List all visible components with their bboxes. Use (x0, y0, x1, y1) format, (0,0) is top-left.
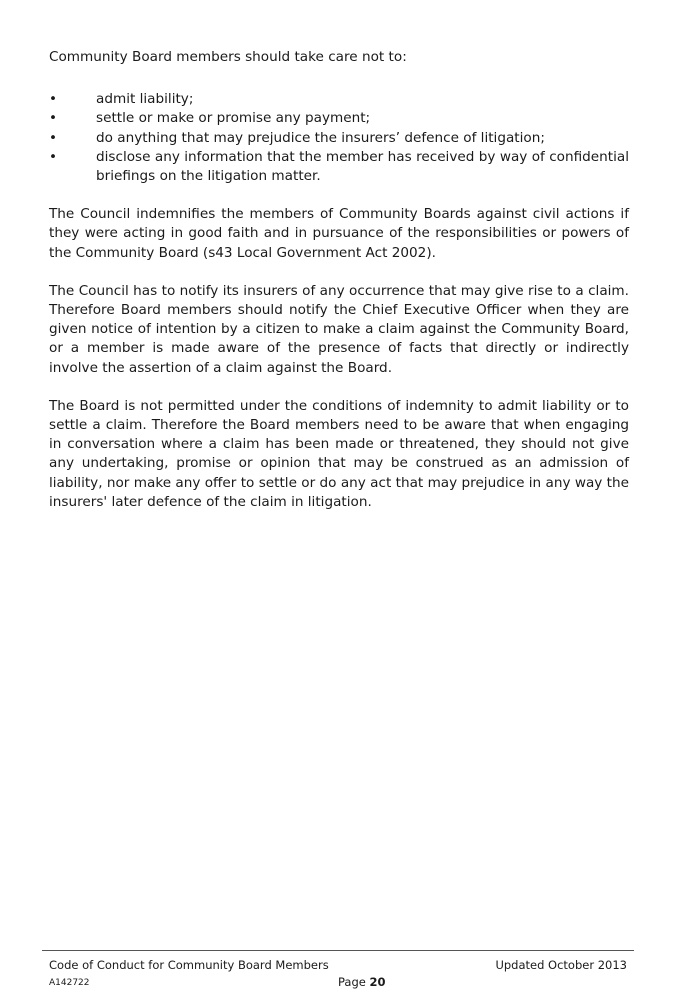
footer-divider (42, 950, 634, 951)
list-item-text: admit liability; (96, 91, 194, 108)
intro-text: Community Board members should take care not to: (49, 49, 407, 65)
bullet-icon: • (49, 110, 58, 127)
footer-reference-code: A142722 (49, 978, 90, 988)
paragraph-liability: The Board is not permitted under the conditions of indemnity to admit liability or to settle a claim. Therefore the Board members need to be aware that when engaging in conversation where a claim has been made or threatened, they should not give any undertaking, promise or opinion that may be construed as an admission of liability, nor make any offer to settle or do any act that may prejudice in any way the insurers' later defence of the claim in litigation. (49, 397, 629, 510)
bullet-list (49, 90, 629, 186)
footer-document-title: Code of Conduct for Community Board Members (49, 958, 329, 972)
list-item-text: disclose any information that the member has received by way of confidential briefings on the litigation matter. (96, 148, 629, 185)
page-number-value: 20 (369, 975, 386, 989)
list-item (49, 109, 629, 128)
bullet-icon: • (49, 148, 58, 165)
list-item (49, 90, 629, 109)
list-item-text: settle or make or promise any payment; (96, 110, 371, 127)
list-item-text: do anything that may prejudice the insurers’ defence of litigation; (96, 129, 545, 146)
page-number (338, 975, 386, 989)
footer-updated-date: Updated October 2013 (495, 958, 627, 972)
list-item (49, 129, 629, 148)
bullet-icon: • (49, 91, 58, 108)
paragraph-notify-insurers: The Council has to notify its insurers of any occurrence that may give rise to a claim. Therefore Board members should notify the Chief Executive Officer when they are given notice of intention by a citizen to make a claim against the Community Board, or a member is made aware of the presence of facts that directly or indirectly involve the assertion of a claim against the Board. (49, 282, 629, 376)
document-body (49, 48, 629, 531)
list-item (49, 148, 629, 186)
paragraph-indemnity: The Council indemnifies the members of Community Boards against civil actions if they were acting in good faith and in pursuance of the responsibilities or powers of the Community Board (s43 Local Government Act 2002). (49, 206, 629, 261)
page-label: Page (338, 975, 366, 989)
bullet-icon: • (49, 129, 58, 146)
